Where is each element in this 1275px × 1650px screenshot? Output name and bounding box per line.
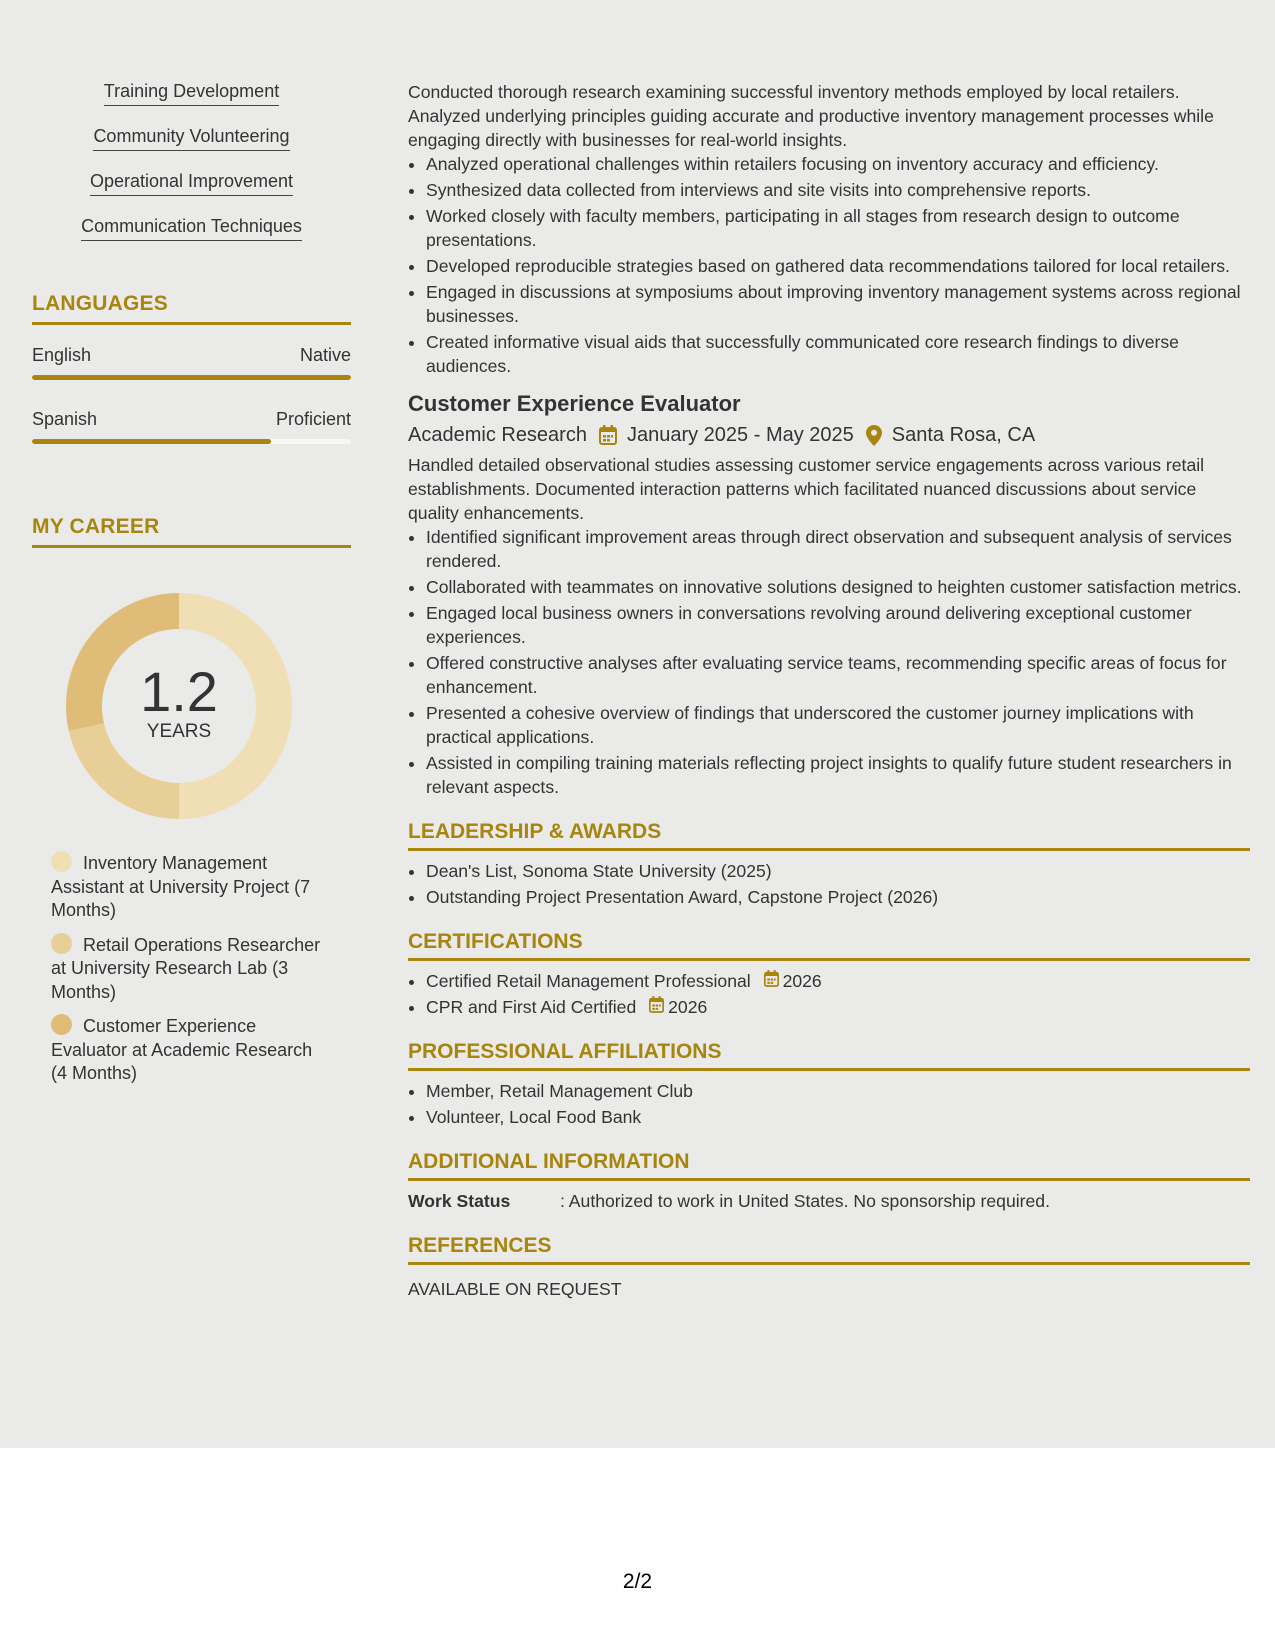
job-bullet: • Offered constructive analyses after evaluating service teams, recommending specific areas of focus for enhancement.: [426, 651, 1250, 699]
certification-name: CPR and First Aid Certified: [426, 997, 637, 1017]
certification-year: 2026: [782, 971, 822, 991]
left-column: [32, 80, 351, 1096]
language-level: Proficient: [275, 409, 351, 429]
skill-item: Training Development: [104, 80, 279, 106]
job-location: Santa Rosa, CA: [891, 424, 1036, 446]
page-number: 2/2: [622, 1570, 653, 1593]
language-english: [32, 344, 351, 380]
work-status-value: : Authorized to work in United States. No sponsorship required.: [560, 1191, 1050, 1211]
affiliation-item: • Member, Retail Management Club: [426, 1079, 1250, 1103]
job-bullets: [408, 152, 1250, 378]
job-bullet: • Assisted in compiling training materials reflecting project insights to qualify future student researchers in relevant aspects.: [426, 751, 1250, 799]
skills-list: [32, 80, 351, 260]
work-status-row: [408, 1189, 1250, 1213]
career-total: 1.2: [140, 660, 218, 723]
job-bullet: • Analyzed operational challenges within retailers focusing on inventory accuracy and efficiency.: [426, 152, 1250, 176]
language-bar: [32, 375, 351, 380]
additional-info-heading: ADDITIONAL INFORMATION: [408, 1149, 1250, 1181]
location-pin-icon: [866, 425, 882, 446]
job-bullet: • Engaged in discussions at symposiums about improving inventory management systems across regional businesses.: [426, 280, 1250, 328]
job-company: Academic Research: [408, 424, 587, 446]
legend-dot: [51, 851, 72, 872]
certification-item: [426, 995, 1250, 1019]
certifications-list: [408, 969, 1250, 1019]
skill-item: Communication Techniques: [81, 215, 302, 241]
certification-date: [649, 995, 707, 1019]
career-donut-chart: [66, 593, 292, 819]
work-status-label: Work Status: [408, 1191, 511, 1211]
job-description: Handled detailed observational studies assessing customer service engagements across various retail establishments. Documented interaction patterns which facilitated nuanced discussions about service quality enhancements.: [408, 455, 1205, 523]
calendar-icon: [764, 969, 783, 993]
career-unit: YEARS: [146, 721, 212, 742]
legend-dot: [51, 1014, 72, 1035]
legend-item: [51, 1014, 331, 1086]
job-dates: January 2025 - May 2025: [626, 424, 854, 446]
award-item: • Outstanding Project Presentation Award, Capstone Project (2026): [426, 885, 1250, 909]
award-item: • Dean's List, Sonoma State University (2025): [426, 859, 1250, 883]
leadership-heading: LEADERSHIP & AWARDS: [408, 819, 1250, 851]
legend-item: [51, 933, 331, 1005]
job-bullets: [408, 525, 1250, 799]
career-heading: MY CAREER: [32, 514, 351, 548]
job-bullet: • Collaborated with teammates on innovative solutions designed to heighten customer satisfaction metrics.: [426, 575, 1250, 599]
job-bullet: • Engaged local business owners in conversations revolving around delivering exceptional customer experiences.: [426, 601, 1250, 649]
language-bar-fill: [32, 439, 271, 444]
skill-item: Community Volunteering: [93, 125, 289, 151]
certification-year: 2026: [668, 997, 708, 1017]
language-bar: [32, 439, 351, 444]
calendar-icon: [599, 425, 617, 445]
language-bar-fill: [32, 375, 351, 380]
language-spanish: [32, 408, 351, 444]
career-legend: [32, 851, 331, 1086]
skill-item: Operational Improvement: [90, 170, 293, 196]
affiliation-item: • Volunteer, Local Food Bank: [426, 1105, 1250, 1129]
leadership-list: [408, 859, 1250, 909]
language-level: Native: [299, 345, 351, 365]
languages-heading: LANGUAGES: [32, 291, 351, 325]
certification-item: [426, 969, 1250, 993]
right-column: [408, 80, 1250, 1301]
legend-label: Retail Operations Researcher at University Research Lab (3 Months): [51, 934, 321, 1002]
job-title: Customer Experience Evaluator: [408, 391, 741, 416]
calendar-icon: [649, 995, 668, 1019]
job-bullet: • Identified significant improvement areas through direct observation and subsequent analysis of services rendered.: [426, 525, 1250, 573]
job-meta: [408, 422, 1250, 448]
job-bullet: • Worked closely with faculty members, participating in all stages from research design to outcome presentations.: [426, 204, 1250, 252]
affiliations-list: [408, 1079, 1250, 1129]
language-name: Spanish: [32, 409, 98, 429]
job-bullet: • Presented a cohesive overview of findings that underscored the customer journey implications with practical applications.: [426, 701, 1250, 749]
legend-item: [51, 851, 331, 923]
references-heading: REFERENCES: [408, 1233, 1250, 1265]
legend-label: Inventory Management Assistant at University Project (7 Months): [51, 853, 311, 920]
legend-dot: [51, 933, 72, 954]
affiliations-heading: PROFESSIONAL AFFILIATIONS: [408, 1039, 1250, 1071]
certification-name: Certified Retail Management Professional: [426, 971, 751, 991]
language-name: English: [32, 345, 92, 365]
job-bullet: • Developed reproducible strategies based on gathered data recommendations tailored for local retailers.: [426, 254, 1250, 278]
certification-date: [764, 969, 822, 993]
references-text: AVAILABLE ON REQUEST: [408, 1279, 622, 1299]
certifications-heading: CERTIFICATIONS: [408, 929, 1250, 961]
legend-label: Customer Experience Evaluator at Academic Research (4 Months): [51, 1016, 313, 1083]
job-description: Conducted thorough research examining successful inventory methods employed by local retailers. Analyzed underlying principles guiding accurate and productive inventory management processes while engaging directly with businesses for real-world insights.: [408, 82, 1214, 150]
job-bullet: • Synthesized data collected from interviews and site visits into comprehensive reports.: [426, 178, 1250, 202]
job-bullet: • Created informative visual aids that successfully communicated core research findings to diverse audiences.: [426, 330, 1250, 378]
